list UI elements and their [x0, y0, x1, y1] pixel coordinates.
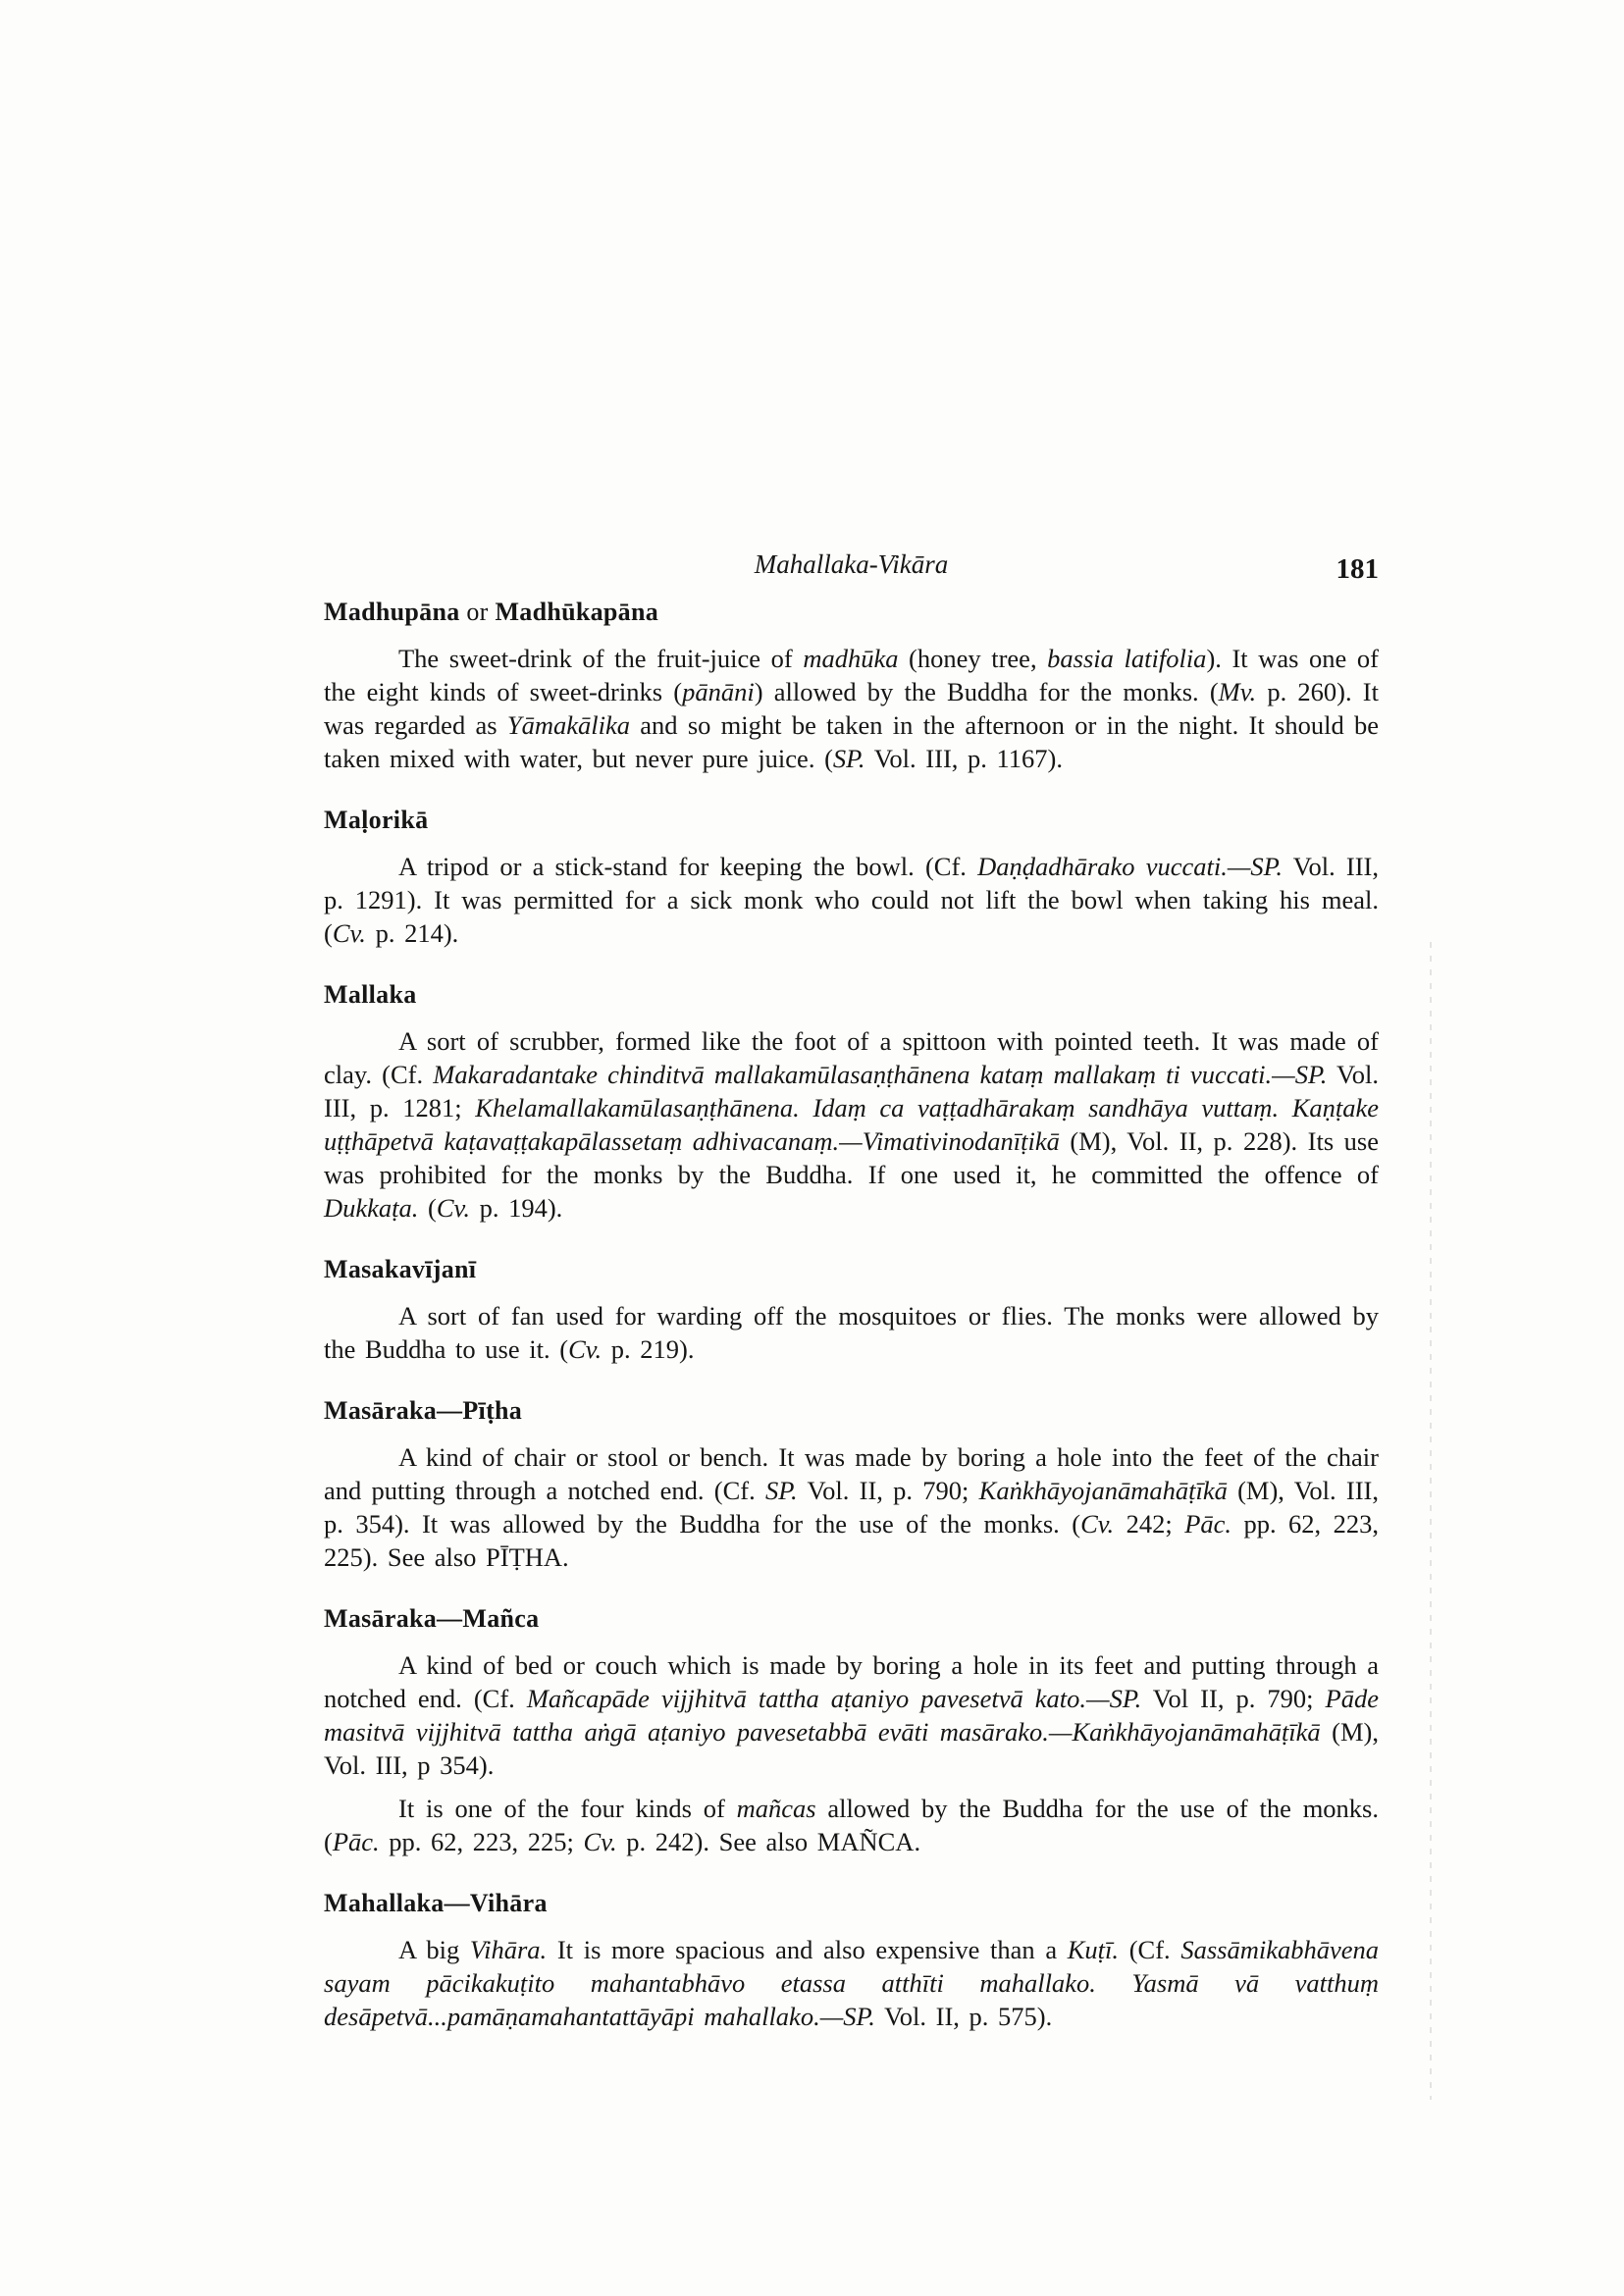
entry-malorika — [324, 805, 1379, 950]
italic-text-run: Pāde masitvā vijjhitvā tattha aṅgā aṭaniyo pavesetabbā evāti masārako.—Kaṅkhāyojanāmahāṭīkā — [324, 1684, 1379, 1747]
headword-alt: Madhūkapāna — [495, 598, 659, 626]
italic-text-run: Cv. — [436, 1193, 470, 1223]
italic-text-run: Vihāra. — [469, 1935, 548, 1964]
text-run: ). It was one of the eight kinds of sweet-drinks ( — [324, 644, 1379, 706]
italic-text-run: pānāni — [682, 677, 755, 706]
italic-text-run: SP. — [765, 1476, 798, 1505]
dictionary-entries — [324, 597, 1379, 2062]
text-run: A sort of scrubber, formed like the foot of a spittoon with pointed teeth. It was made of clay. (Cf. — [324, 1026, 1379, 1089]
entry-headword — [324, 597, 1379, 628]
running-head — [324, 549, 1379, 589]
entry-paragraph — [324, 1440, 1379, 1574]
text-run: Vol. III, p. 1167). — [864, 744, 1063, 773]
text-run: p. 242). See also MAÑCA. — [616, 1827, 921, 1856]
text-run: p. 219). — [602, 1334, 695, 1364]
entry-paragraph — [324, 642, 1379, 775]
text-run: Vol. III, p. 1291). It was permitted for a sick monk who could not lift the bowl when taking his meal. ( — [324, 852, 1379, 948]
text-run: p. 194). — [469, 1193, 563, 1223]
italic-text-run: Makaradantake chinditvā mallakamūlasaṇṭhānena kataṃ mallakaṃ ti vuccati.—SP. — [433, 1060, 1328, 1089]
text-run: A kind of bed or couch which is made by boring a hole in its feet and putting through a notched end. (Cf. — [324, 1650, 1379, 1713]
text-run: (M), Vol. III, p 354). — [324, 1717, 1379, 1780]
italic-text-run: Mañcapāde vijjhitvā tattha aṭaniyo pavesetvā kato.—SP. — [526, 1684, 1142, 1713]
text-run: The sweet-drink of the fruit-juice of — [398, 644, 804, 673]
text-run: Vol. II, p. 790; — [797, 1476, 979, 1505]
text-run: Vol. II, p. 575). — [874, 2002, 1053, 2031]
entry-headword: Masāraka—Mañca — [324, 1604, 540, 1633]
text-run: (Cf. — [1119, 1935, 1181, 1964]
italic-text-run: Pāc. — [1184, 1509, 1232, 1539]
text-run: It is more spacious and also expensive than a — [547, 1935, 1068, 1964]
italic-text-run: SP. — [832, 744, 865, 773]
entry-headword: Mallaka — [324, 980, 417, 1009]
italic-text-run: mañcas — [736, 1794, 816, 1823]
entry-headword: Maḷorikā — [324, 806, 429, 834]
entry-paragraph — [324, 850, 1379, 950]
italic-text-run: Yāmakālika — [506, 710, 630, 740]
text-run: It is one of the four kinds of — [398, 1794, 737, 1823]
entry-mahallaka-vihara — [324, 1888, 1379, 2033]
italic-text-run: Daṇḍadhārako vuccati.—SP. — [977, 852, 1283, 881]
text-run: Vol. III, p. 1281; — [324, 1060, 1379, 1122]
italic-text-run: Khelamallakamūlasaṇṭhānena. Idaṃ ca vaṭṭadhārakaṃ sandhāya vuttaṃ. Kaṇṭake uṭṭhāpetvā kaṭavaṭṭakapālassetaṃ adhivacanaṃ.—Vimativinodanīṭikā — [324, 1093, 1380, 1156]
entry-masakavijani — [324, 1254, 1379, 1366]
italic-text-run: Cv. — [1080, 1509, 1115, 1539]
text-run: pp. 62, 223, 225). See also PĪṬHA. — [324, 1509, 1379, 1572]
entry-paragraph — [324, 1933, 1379, 2033]
headword-main: Madhupāna — [324, 598, 460, 626]
text-run: pp. 62, 223, 225; — [379, 1827, 584, 1856]
entry-paragraph — [324, 1648, 1379, 1782]
entry-mallaka — [324, 979, 1379, 1225]
text-run: p. 214). — [365, 918, 459, 948]
italic-text-run: Kaṅkhāyojanāmahāṭīkā — [978, 1476, 1228, 1505]
italic-text-run: Mv. — [1218, 677, 1257, 706]
text-run: A kind of chair or stool or bench. It was made by boring a hole into the feet of the chair and putting through a notched end. (Cf. — [324, 1442, 1379, 1505]
text-run: A big — [398, 1935, 470, 1964]
text-run: A sort of fan used for warding off the mosquitoes or flies. The monks were allowed by the Buddha to use it. ( — [324, 1301, 1379, 1364]
entry-madhupana — [324, 597, 1379, 775]
text-run: ) allowed by the Buddha for the monks. ( — [754, 677, 1219, 706]
text-run: (M), Vol. II, p. 228). Its use was prohibited for the monks by the Buddha. If one used it, he committed the offence of — [324, 1126, 1379, 1189]
text-run: and so might be taken in the afternoon or in the night. It should be taken mixed with water, but never pure juice. ( — [324, 710, 1379, 773]
text-run: Vol II, p. 790; — [1141, 1684, 1326, 1713]
entry-masaraka-manca — [324, 1603, 1379, 1858]
entry-masaraka-pitha — [324, 1395, 1379, 1574]
text-run: (M), Vol. III, p. 354). It was allowed by the Buddha for the use of the monks. ( — [324, 1476, 1380, 1539]
italic-text-run: bassia latifolia — [1047, 644, 1207, 673]
text-run: allowed by the Buddha for the use of the monks. ( — [324, 1794, 1379, 1856]
entry-paragraph — [324, 1299, 1379, 1366]
headword-connector: or — [466, 598, 489, 626]
italic-text-run: madhūka — [803, 644, 899, 673]
page-number: 181 — [1336, 553, 1379, 585]
text-run: ( — [418, 1193, 437, 1223]
entry-headword: Masāraka—Pīṭha — [324, 1396, 523, 1425]
entry-headword: Mahallaka—Vihāra — [324, 1889, 548, 1917]
text-run: (honey tree, — [898, 644, 1048, 673]
italic-text-run: Cv. — [583, 1827, 617, 1856]
text-run: 242; — [1114, 1509, 1185, 1539]
italic-text-run: Cv. — [568, 1334, 602, 1364]
entry-paragraph — [324, 1024, 1379, 1225]
page-edge-shadow — [1430, 942, 1432, 2100]
italic-text-run: Cv. — [332, 918, 366, 948]
entry-paragraph — [324, 1792, 1379, 1858]
text-run: A tripod or a stick-stand for keeping the bowl. (Cf. — [398, 852, 978, 881]
running-title: Mahallaka-Vikāra — [754, 549, 949, 579]
italic-text-run: Pāc. — [332, 1827, 380, 1856]
italic-text-run: Sassāmikabhāvena sayam pācikakuṭito mahantabhāvo etassa atthīti mahallako. Yasmā vā vatthuṃ desāpetvā...pamāṇamahantattāyāpi mahallako.—SP. — [324, 1935, 1379, 2031]
text-run: p. 260). It was regarded as — [324, 677, 1379, 740]
italic-text-run: Dukkaṭa. — [324, 1193, 419, 1223]
entry-headword: Masakavījanī — [324, 1255, 477, 1283]
italic-text-run: Kuṭī. — [1067, 1935, 1120, 1964]
